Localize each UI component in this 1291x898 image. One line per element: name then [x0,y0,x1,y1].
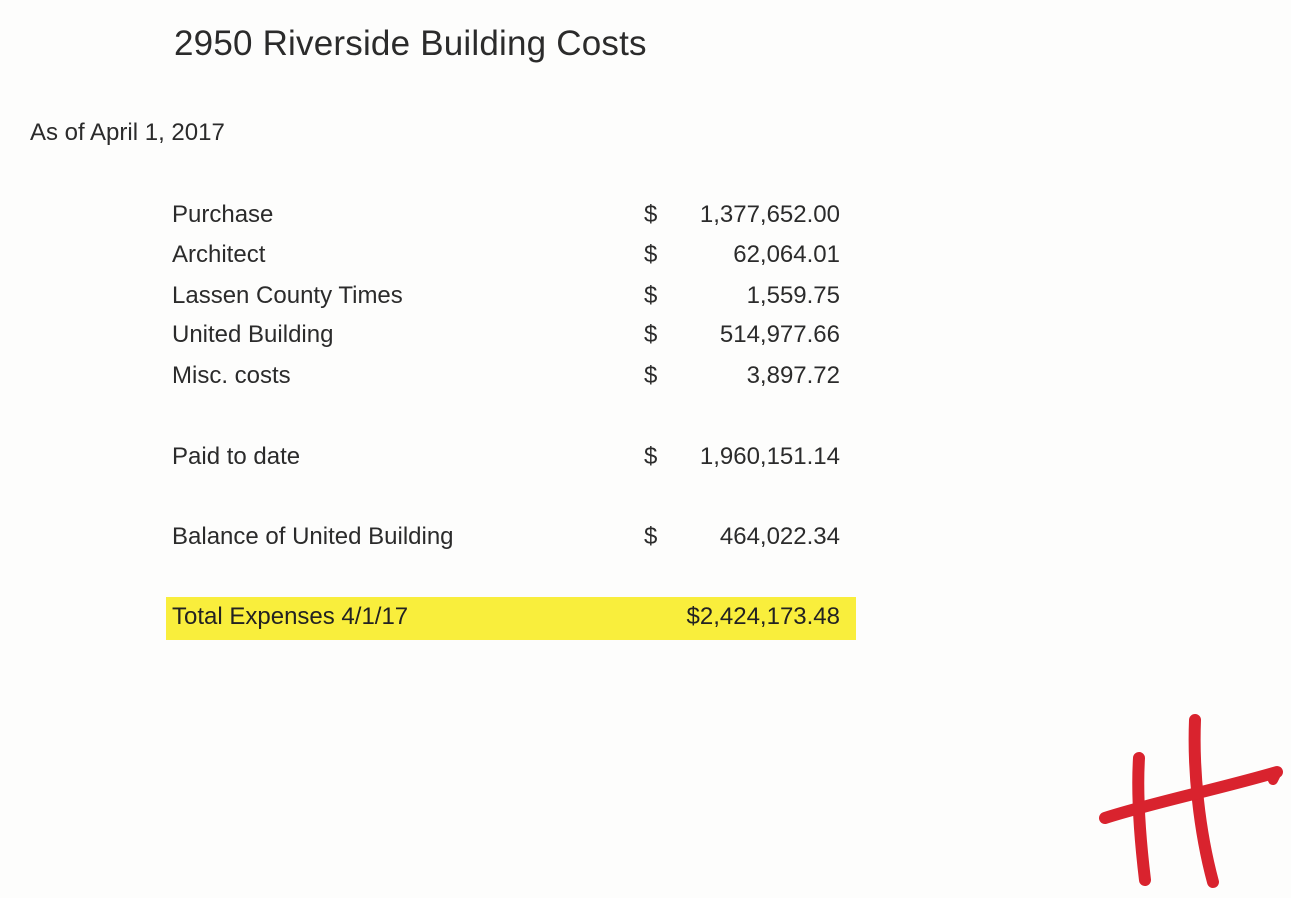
currency-symbol: $ [644,443,658,470]
paid-to-date-row [172,443,842,477]
total-label: Total Expenses 4/1/17 [172,603,409,630]
currency-symbol: $ [644,201,658,228]
line-item-label: Lassen County Times [172,282,403,309]
total-row [172,603,842,637]
currency-symbol: $ [644,523,658,550]
line-item-amount: 3,897.72 [746,362,840,389]
line-item-row [172,201,842,235]
line-item-amount: 514,977.66 [719,321,840,348]
currency-symbol: $ [644,241,658,268]
line-item-label: Architect [172,241,266,268]
line-item-amount: 1,559.75 [746,282,840,309]
currency-symbol: $ [644,282,658,309]
line-item-row [172,362,842,396]
line-item-row [172,321,842,355]
balance-row [172,523,842,557]
currency-symbol: $ [644,362,658,389]
total-amount: $2,424,173.48 [686,603,840,630]
balance-label: Balance of United Building [172,523,454,550]
currency-symbol: $ [644,321,658,348]
paid-to-date-amount: 1,960,151.14 [699,443,840,470]
paid-to-date-label: Paid to date [172,443,301,470]
line-item-label: Purchase [172,201,274,228]
page-title: 2950 Riverside Building Costs [174,24,647,63]
line-item-label: Misc. costs [172,362,291,389]
line-item-row [172,282,842,316]
line-item-amount: 62,064.01 [733,241,840,268]
as-of-date: As of April 1, 2017 [30,119,225,146]
line-item-row [172,241,842,275]
line-item-label: United Building [172,321,334,348]
hashtag-mark-icon [1095,710,1285,890]
balance-amount: 464,022.34 [719,523,840,550]
line-item-amount: 1,377,652.00 [699,201,840,228]
